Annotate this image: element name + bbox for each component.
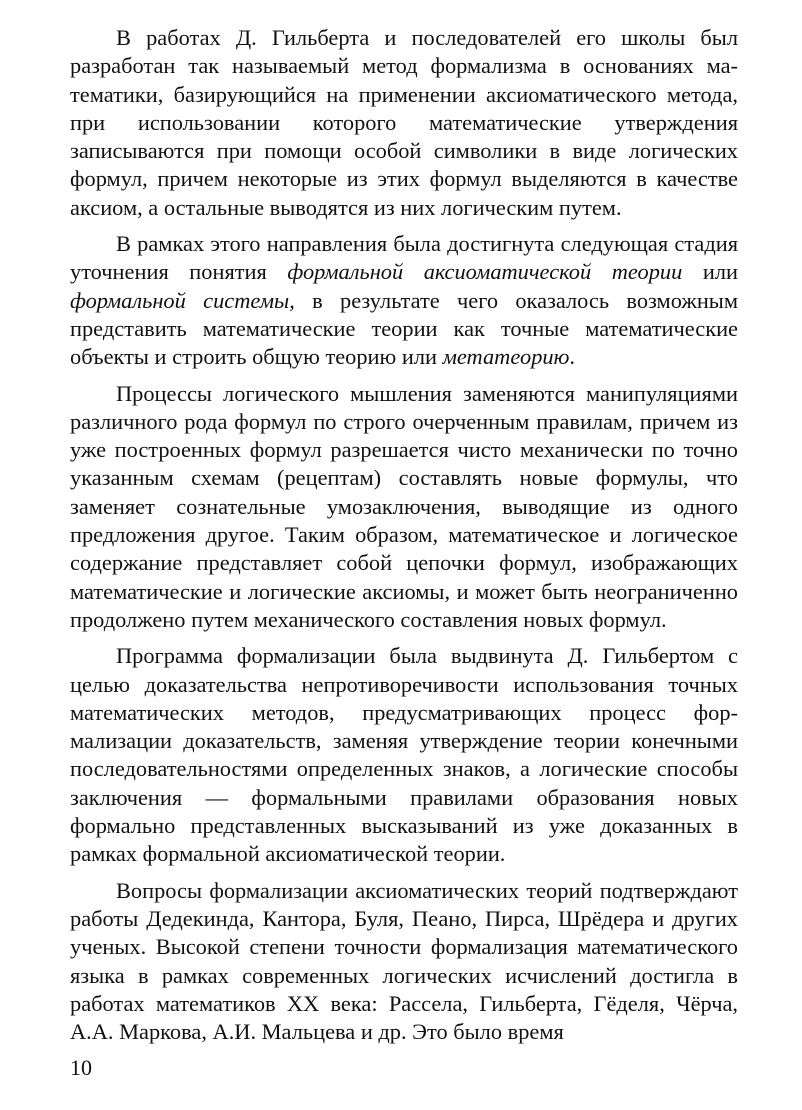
term-formal-axiomatic-theory: формальной аксиоматической теории <box>287 259 683 285</box>
paragraph-2 <box>70 230 738 371</box>
paragraph-2-text-c: , в результате чего оказалось возможным представить математические теории как точные математические объекты и строить общую теорию или <box>70 287 739 370</box>
paragraph-5-text: Вопросы формализации аксиоматических теорий подтверждают работы Дедекинда, Кантора, Буля, Пеано, Пирса, Шрёдера и других ученых. Высокой степени точности формализация математического языка в рамках современных логических исчислений достигла в работах математиков XX века: Рассела, Гильберта, Гёделя, Чёрча, А.А. Маркова, А.И. Мальцева и др. Это было время <box>70 877 738 1045</box>
paragraph-1-text: В работах Д. Гильберта и последователей его школы был разработан так называемый метод формализма в основаниях математики, базирующийся на применении аксиоматического метода, при использовании которого математические утверждения записываются при помощи особой символики в виде логических формул, причем некоторые из этих формул выделяются в качестве аксиом, а остальные выводятся из них логическим путем. <box>70 25 738 220</box>
term-metatheory: метатеорию <box>442 344 570 370</box>
paragraph-1 <box>70 24 738 222</box>
term-formal-system: формальной системы <box>70 287 290 313</box>
paragraph-4-text: Программа формализации была выдвинута Д. Гильбертом с целью доказательства непротиворечивости использования точных математических методов, предусматривающих процесс формализации доказательств, заменяя утверждение теории конечными последовательностями определенных знаков, а логические способы заключения — формальными правилами образования новых формально представленных высказываний из уже доказанных в рамках формальной аксиоматической теории. <box>70 643 738 867</box>
page-number: 10 <box>70 1055 92 1080</box>
paragraph-2-text-b: или <box>682 259 738 285</box>
page-body <box>70 24 738 1054</box>
paragraph-4 <box>70 642 738 868</box>
paragraph-2-text-a: В рамках этого направления была достигнута следующая стадия уточнения понятия <box>70 231 738 285</box>
paragraph-3-text: Процессы логического мышления заменяются манипуляциями различного рода формул по строго очерченным правилам, причем из уже построенных формул разрешается чисто механически по точно указанным схемам (рецептам) составлять новые формулы, что заменяет сознательные умозаключения, выводящие из одного предложения другое. Таким образом, математическое и логическое содержание представляет собой цепочки формул, изображающих математические и логические аксиомы, и может быть неограниченно продолжено путем механического составления новых формул. <box>70 380 738 632</box>
paragraph-2-text-d: . <box>569 344 575 370</box>
paragraph-5 <box>70 877 738 1047</box>
paragraph-3 <box>70 380 738 635</box>
